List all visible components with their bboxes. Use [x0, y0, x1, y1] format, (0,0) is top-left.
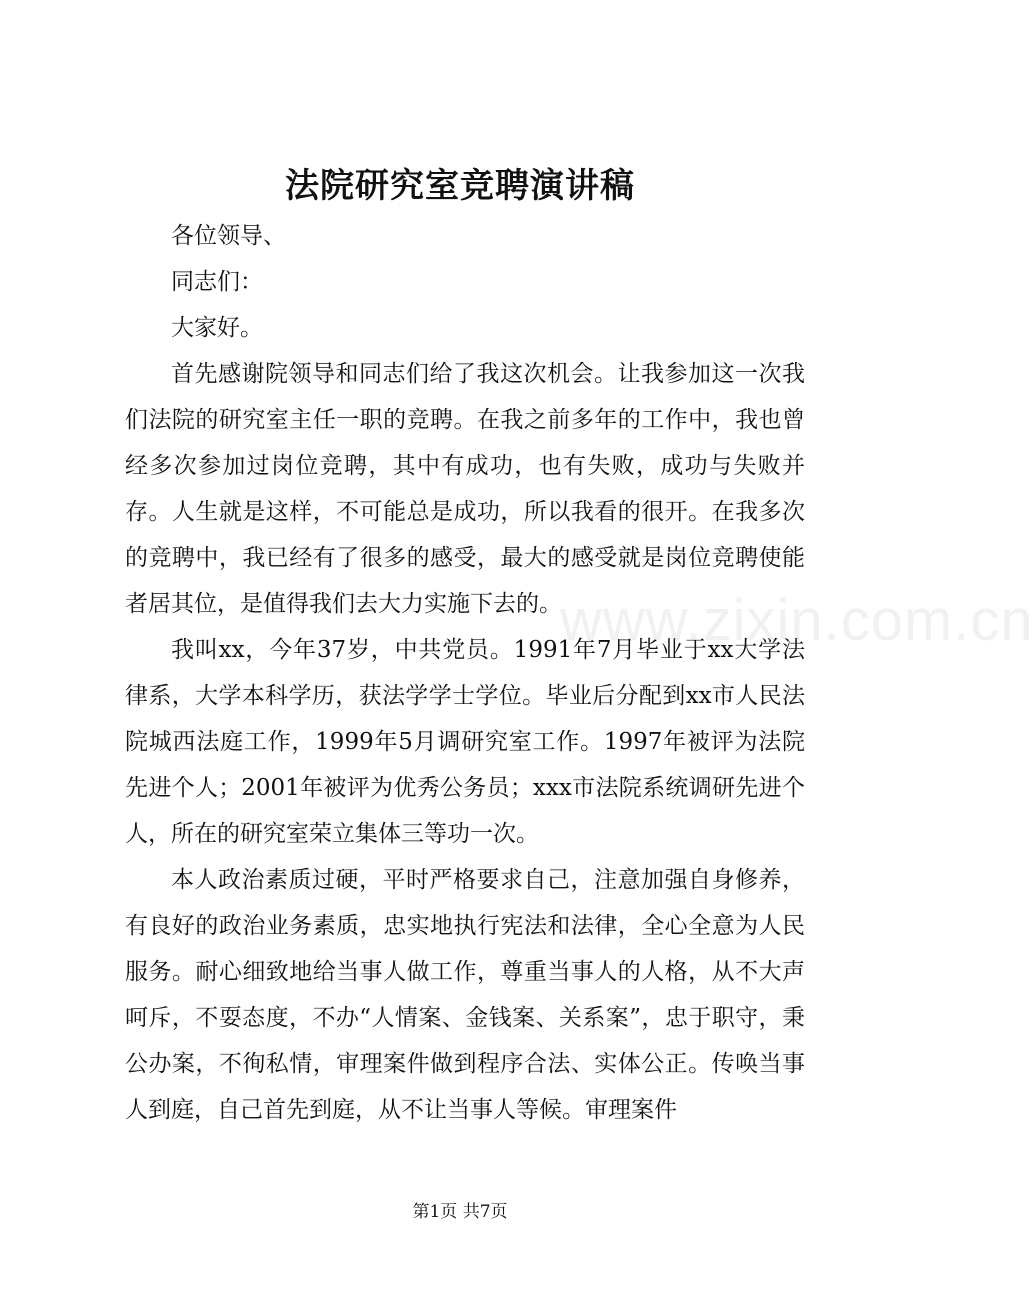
document-body: [125, 213, 805, 1133]
paragraph-intro: 首先感谢院领导和同志们给了我这次机会。让我参加这一次我们法院的研究室主任一职的竞聘。在我之前多年的工作中，我也曾经多次参加过岗位竞聘，其中有成功，也有失败，成功与失败并存。人生就是这样，不可能总是成功，所以我看的很开。在我多次的竞聘中，我已经有了很多的感受，最大的感受就是岗位竞聘使能者居其位，是值得我们去大力实施下去的。: [125, 361, 805, 617]
document-title: 法院研究室竞聘演讲稿: [285, 166, 635, 206]
salutation-leaders: 各位领导、: [171, 223, 286, 249]
paragraph-background: 我叫xx，今年37岁，中共党员。1991年7月毕业于xx大学法律系，大学本科学历，获法学学士学位。毕业后分配到xx市人民法院城西法庭工作，1999年5月调研究室工作。1997年被评为法院先进个人；2001年被评为优秀公务员；xxx市法院系统调研先进个人，所在的研究室荣立集体三等功一次。: [125, 637, 805, 847]
watermark: www.zixin.com.cn: [560, 588, 1034, 653]
paragraph-qualities: 本人政治素质过硬，平时严格要求自己，注意加强自身修养，有良好的政治业务素质，忠实地执行宪法和法律，全心全意为人民服务。耐心细致地给当事人做工作，尊重当事人的人格，从不大声呵斥，不耍态度，不办“人情案、金钱案、关系案”，忠于职守，秉公办案，不徇私情，审理案件做到程序合法、实体公正。传唤当事人到庭，自己首先到庭，从不让当事人等候。审理案件: [125, 867, 805, 1123]
page-footer: 第1页 共7页: [412, 1202, 508, 1222]
salutation-comrades: 同志们：: [171, 269, 263, 295]
greeting: 大家好。: [171, 315, 263, 341]
